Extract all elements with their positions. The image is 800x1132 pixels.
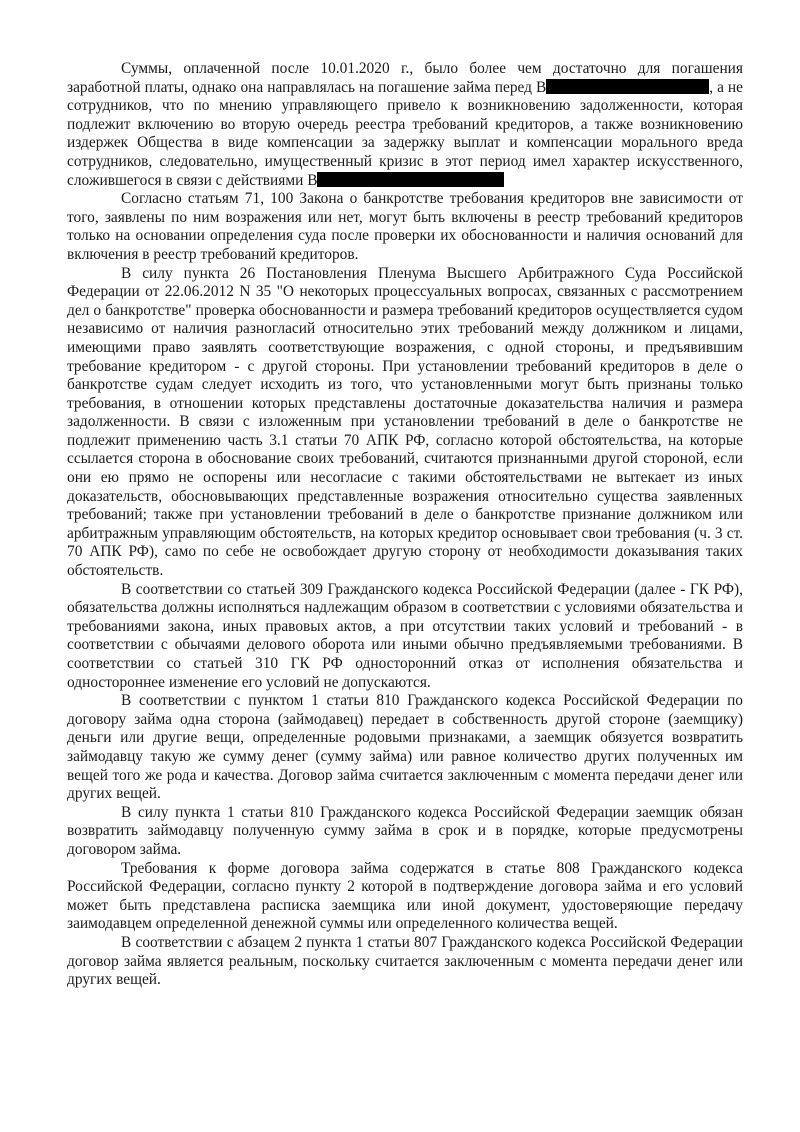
paragraph-salary-loan-payments	[67, 60, 743, 190]
paragraph-text: , а не сотрудников, что по мнению управляющего привело к возникновению задолженности, которая подлежит включению во вторую очередь реестра требований кредиторов, а также возникновению издержек Общества в виде компенсации за задержку выплат и компенсации морального вреда сотрудников, следовательно, имущественный кризис в этот период имел характер искусственного, сложившегося в связи с действиями В	[67, 78, 743, 189]
paragraph-gk-rf-808-loan-form: Требования к форме договора займа содержатся в статье 808 Гражданского кодекса Российской Федерации, согласно пункту 2 которой в подтверждение договора займа и его условий может быть представлена расписка заемщика или иной документ, удостоверяющие передачу заимодавцем определенной денежной суммы или определенного количества вещей.	[67, 859, 743, 933]
paragraph-gk-rf-810-p1-loan-definition: В соответствии с пунктом 1 статьи 810 Гражданского кодекса Российской Федерации по договору займа одна сторона (займодавец) передает в собственность другой стороне (заемщику) деньги или другие вещи, определенные родовыми признаками, а заемщик обязуется возвратить займодавцу такую же сумму денег (сумму займа) или равное количество других полученных им вещей того же рода и качества. Договор займа считается заключенным с момента передачи денег или других вещей.	[67, 692, 743, 803]
paragraph-articles-71-100: Согласно статьям 71, 100 Закона о банкротстве требования кредиторов вне зависимости от того, заявлены по ним возражения или нет, могут быть включены в реестр требований кредиторов только на основании определения суда после проверки их обоснованности и наличия оснований для включения в реестр требований кредиторов.	[67, 190, 743, 263]
document-text-block	[67, 60, 743, 990]
redaction-bar	[546, 79, 709, 94]
paragraph-gk-rf-309-310: В соответствии со статьей 309 Гражданского кодекса Российской Федерации (далее - ГК РФ), обязательства должны исполняться надлежащим образом в соответствии с условиями обязательства и требованиями закона, иных правовых актов, а при отсутствии таких условий и требований - в соответствии с обычаями делового оборота или иными обычно предъявляемыми требованиями. В соответствии со статьей 310 ГК РФ односторонний отказ от исполнения обязательства и одностороннее изменение его условий не допускаются.	[67, 580, 743, 691]
redaction-bar	[317, 172, 504, 187]
paragraph-text: Суммы, оплаченной после 10.01.2020 г., было более чем достаточно для погашения заработной платы, однако она направлялась на погашение займа перед В	[67, 60, 743, 96]
paragraph-gk-rf-810-p1-repayment: В силу пункта 1 статьи 810 Гражданского кодекса Российской Федерации заемщик обязан возвратить займодавцу полученную сумму займа в срок и в порядке, которые предусмотрены договором займа.	[67, 803, 743, 858]
paragraph-gk-rf-807-real-contract: В соответствии с абзацем 2 пункта 1 статьи 807 Гражданского кодекса Российской Федерации договор займа является реальным, поскольку считается заключенным с момента передачи денег или других вещей.	[67, 933, 743, 989]
paragraph-plenum-26-n35: В силу пункта 26 Постановления Пленума Высшего Арбитражного Суда Российской Федерации от 22.06.2012 N 35 "О некоторых процессуальных вопросах, связанных с рассмотрением дел о банкротстве" проверка обоснованности и размера требований кредиторов осуществляется судом независимо от наличия разногласий относительно этих требований между должником и лицами, имеющими право заявлять соответствующие возражения, с одной стороны, и предъявившим требование кредитором - с другой стороны. При установлении требований кредиторов в деле о банкротстве судам следует исходить из того, что установленными могут быть признаны только требования, в отношении которых представлены достаточные доказательства наличия и размера задолженности. В связи с изложенным при установлении требований в деле о банкротстве не подлежит применению часть 3.1 статьи 70 АПК РФ, согласно которой обстоятельства, на которые ссылается сторона в обоснование своих требований, считаются признанными другой стороной, если они ею прямо не оспорены или несогласие с такими обстоятельствами не вытекает из иных доказательств, обосновывающих представленные возражения относительно существа заявленных требований; также при установлении требований в деле о банкротстве признание должником или арбитражным управляющим обстоятельств, на которых кредитор основывает свои требования (ч. 3 ст. 70 АПК РФ), само по себе не освобождает другую сторону от необходимости доказывания таких обстоятельств.	[67, 264, 743, 580]
